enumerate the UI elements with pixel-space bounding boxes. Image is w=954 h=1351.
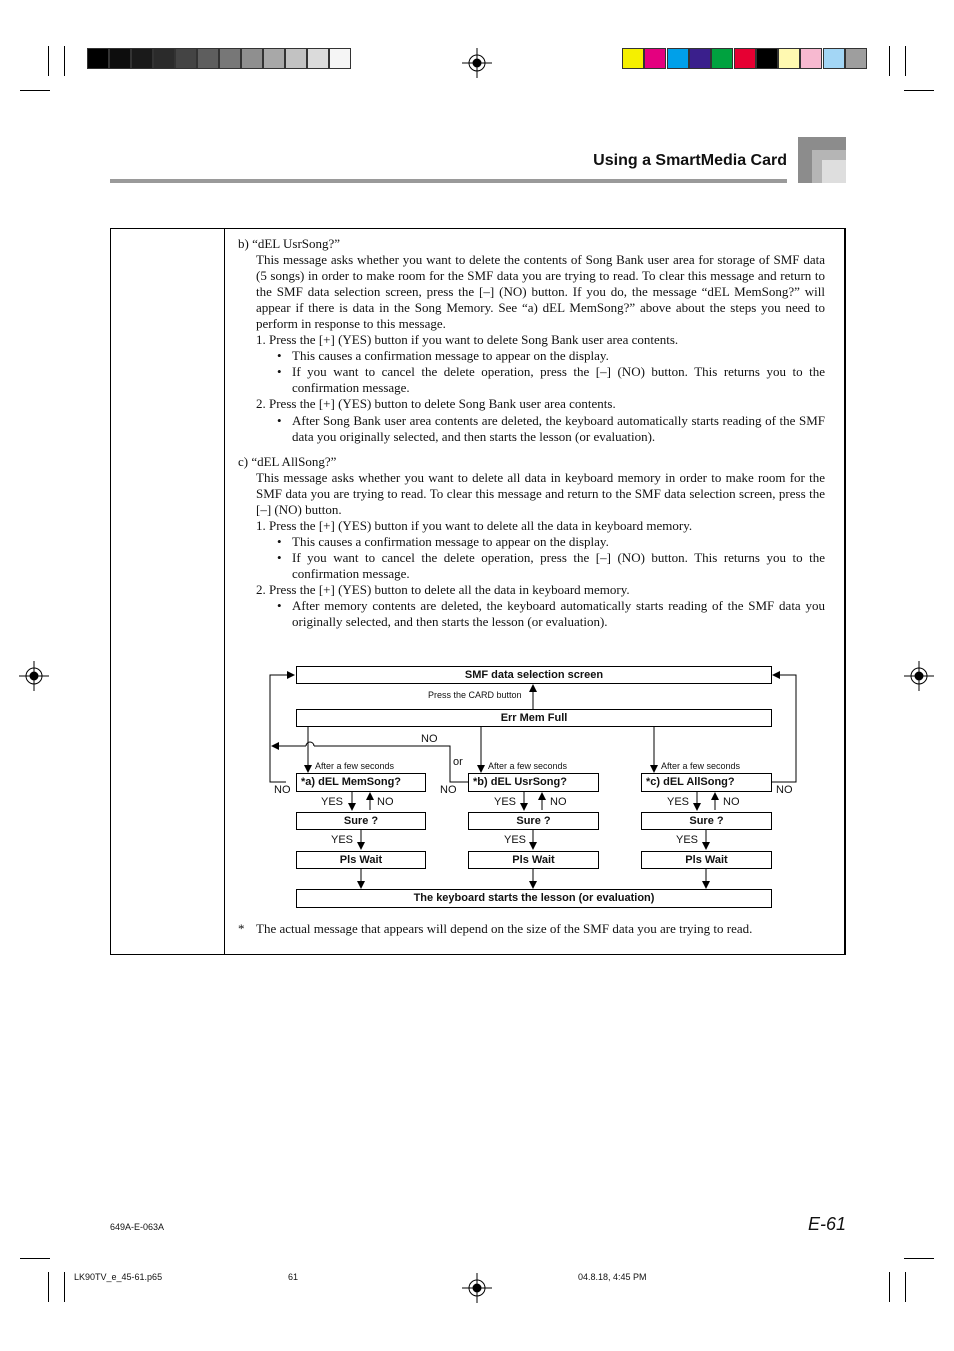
bullet: • bbox=[277, 550, 282, 565]
pls-wait-box: Pls Wait bbox=[468, 851, 599, 869]
bullet-text: This causes a confirmation message to appear on the display. bbox=[292, 534, 609, 549]
yes-label: YES bbox=[667, 796, 690, 808]
del-memsong-box: *a) dEL MemSong? bbox=[296, 773, 426, 792]
bullet: • bbox=[277, 348, 282, 363]
no-label: NO bbox=[274, 784, 291, 796]
yes-label: YES bbox=[494, 796, 517, 808]
no-label: NO bbox=[440, 784, 457, 796]
no-label: NO bbox=[421, 733, 438, 745]
footnote-text: The actual message that appears will depend on the size of the SMF data you are trying to read. bbox=[256, 921, 753, 936]
bullet: • bbox=[277, 364, 282, 379]
sure-box: Sure ? bbox=[296, 812, 426, 830]
smf-selection-screen-box: SMF data selection screen bbox=[296, 666, 772, 684]
section-heading: b) “dEL UsrSong?” bbox=[238, 236, 341, 251]
document-code: 649A-E-063A bbox=[110, 1222, 165, 1232]
press-card-label: Press the CARD button bbox=[428, 690, 522, 700]
after-seconds-label: After a few seconds bbox=[661, 761, 741, 771]
file-name: LK90TV_e_45-61.p65 bbox=[74, 1272, 163, 1282]
no-label: NO bbox=[776, 784, 793, 796]
section-intro: This message asks whether you want to delete the contents of Song Bank user area for storage of SMF data (5 songs) in order to make room for the SMF data you are trying to read. To clear this message and return to the SMF data selection screen, press the [–] (NO) button. If you do, the message “dEL MemSong?” will appear if there is data in the Song Memory. See “a) dEL MemSong?” above about the steps you need to perform in response to this message. bbox=[256, 252, 825, 331]
footnote-mark: * bbox=[238, 921, 245, 936]
after-seconds-label: After a few seconds bbox=[315, 761, 395, 771]
sheet-number: 61 bbox=[288, 1272, 299, 1282]
step-text: 2. Press the [+] (YES) button to delete all the data in keyboard memory. bbox=[256, 582, 630, 597]
step-text: 2. Press the [+] (YES) button to delete Song Bank user area contents. bbox=[256, 396, 616, 411]
del-usrsong-box: *b) dEL UsrSong? bbox=[468, 773, 599, 792]
bullet-text: If you want to cancel the delete operation, press the [–] (NO) button. This returns you to the confirmation message. bbox=[292, 550, 825, 581]
bullet-text: This causes a confirmation message to appear on the display. bbox=[292, 348, 609, 363]
bullet: • bbox=[277, 413, 282, 428]
pls-wait-box: Pls Wait bbox=[296, 851, 426, 869]
print-date: 04.8.18, 4:45 PM bbox=[578, 1272, 647, 1282]
after-seconds-label: After a few seconds bbox=[488, 761, 568, 771]
no-label: NO bbox=[550, 796, 567, 808]
step-text: 1. Press the [+] (YES) button if you want to delete Song Bank user area contents. bbox=[256, 332, 679, 347]
yes-label: YES bbox=[504, 834, 527, 846]
step-text: 1. Press the [+] (YES) button if you want to delete all the data in keyboard memory. bbox=[256, 518, 693, 533]
bullet-text: If you want to cancel the delete operation, press the [–] (NO) button. This returns you to the confirmation message. bbox=[292, 364, 825, 395]
pls-wait-box: Pls Wait bbox=[641, 851, 772, 869]
no-label: NO bbox=[723, 796, 740, 808]
section-heading: c) “dEL AllSong?” bbox=[238, 454, 337, 469]
yes-label: YES bbox=[331, 834, 354, 846]
page-number: E-61 bbox=[807, 1214, 846, 1234]
bullet: • bbox=[277, 598, 282, 613]
bullet-text: After memory contents are deleted, the keyboard automatically starts reading of the SMF data you originally selected, and then starts the lesson (or evaluation). bbox=[292, 598, 825, 629]
section-intro: This message asks whether you want to delete all data in keyboard memory in order to make room for the SMF data you are trying to read. To clear this message and return to the SMF data selection screen, press the [–] (NO) button. bbox=[256, 470, 825, 517]
sure-box: Sure ? bbox=[468, 812, 599, 830]
yes-label: YES bbox=[321, 796, 344, 808]
bullet-text: After Song Bank user area contents are deleted, the keyboard automatically starts reading of the SMF data you originally selected, and then starts the lesson (or evaluation). bbox=[292, 413, 825, 444]
page-header-title: Using a SmartMedia Card bbox=[593, 152, 787, 169]
lesson-starts-box: The keyboard starts the lesson (or evaluation) bbox=[296, 889, 772, 908]
bullet: • bbox=[277, 534, 282, 549]
del-allsong-box: *c) dEL AllSong? bbox=[641, 773, 772, 792]
no-label: NO bbox=[377, 796, 394, 808]
yes-label: YES bbox=[676, 834, 699, 846]
sure-box: Sure ? bbox=[641, 812, 772, 830]
err-mem-full-box: Err Mem Full bbox=[296, 709, 772, 727]
or-label: or bbox=[453, 756, 463, 768]
